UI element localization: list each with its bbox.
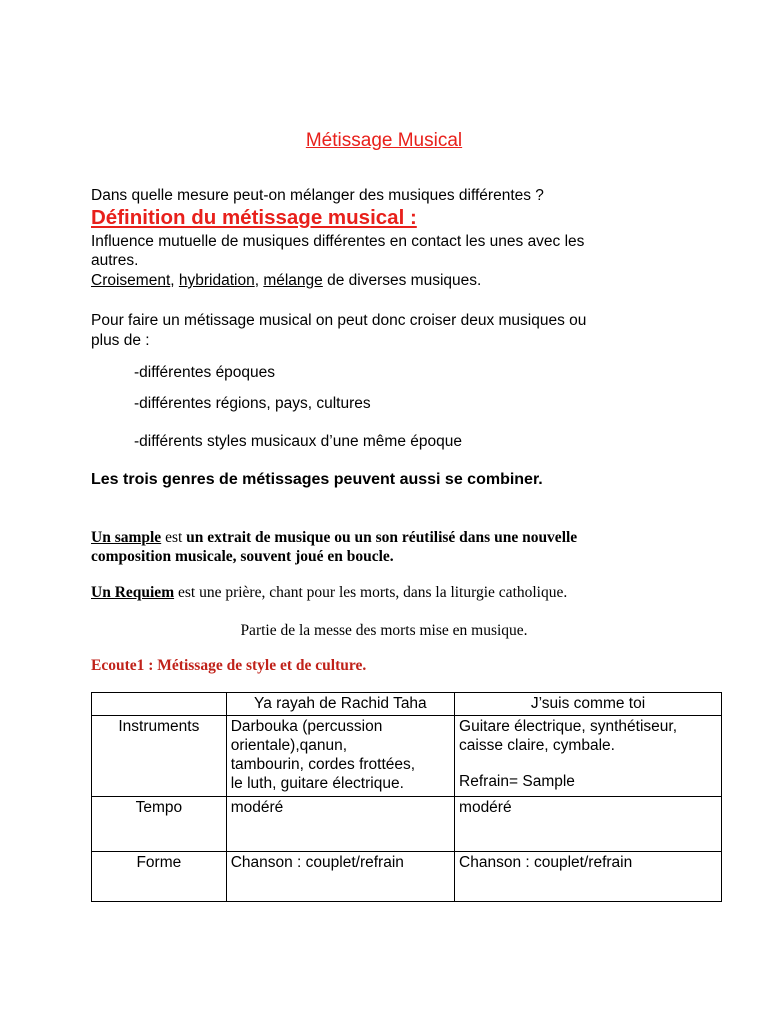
requiem-term: Un Requiem xyxy=(91,584,175,601)
sample-est: est xyxy=(161,529,187,546)
messe-note: Partie de la messe des morts mise en musique. xyxy=(240,622,528,639)
intro-line-1: Pour faire un métissage musical on peut donc croiser deux musiques ou xyxy=(91,312,587,329)
intro-line-2: plus de : xyxy=(91,332,150,349)
requiem-text: est une prière, chant pour les morts, dans la liturgie catholique. xyxy=(174,584,568,601)
table-row xyxy=(92,852,722,902)
cell-tempo-jsuis: modéré xyxy=(455,797,722,852)
table-row xyxy=(92,797,722,852)
combine-statement: Les trois genres de métissages peuvent aussi se combiner. xyxy=(91,471,543,488)
cell-line: tambourin, cordes frottées, xyxy=(230,756,416,773)
header-cell-jsuis-comme-toi: J’suis comme toi xyxy=(455,693,722,716)
table-header-row xyxy=(92,693,722,716)
term-croisement: Croisement xyxy=(91,272,171,289)
row-label-instruments: Instruments xyxy=(92,716,227,797)
cell-instruments-jsuis xyxy=(455,716,722,797)
comparison-table xyxy=(91,692,722,902)
ecoute-heading: Ecoute1 : Métissage de style et de culture. xyxy=(91,657,367,674)
row-label-tempo: Tempo xyxy=(92,797,227,852)
separator: , xyxy=(254,272,264,289)
definition-heading: Définition du métissage musical : xyxy=(91,206,417,229)
cell-line: caisse claire, cymbale. xyxy=(459,737,615,754)
cell-forme-jsuis: Chanson : couplet/refrain xyxy=(455,852,722,902)
cell-tempo-ya-rayah: modéré xyxy=(226,797,454,852)
cell-forme-ya-rayah: Chanson : couplet/refrain xyxy=(226,852,454,902)
separator: , xyxy=(170,272,179,289)
term-melange: mélange xyxy=(263,272,323,289)
sample-definition-line-1 xyxy=(91,529,577,547)
sample-definition-line-2: composition musicale, souvent joué en boucle. xyxy=(91,548,394,565)
cell-line: orientale),qanun, xyxy=(230,737,348,754)
cell-line: Refrain= Sample xyxy=(459,773,575,790)
definition-line-2: autres. xyxy=(91,252,139,269)
definition-line-1: Influence mutuelle de musiques différentes en contact les unes avec les xyxy=(91,233,585,250)
term-hybridation: hybridation xyxy=(178,272,255,289)
definition-terms-line xyxy=(91,272,481,290)
list-item: -différentes régions, pays, cultures xyxy=(134,395,371,412)
cell-line: Darbouka (percussion xyxy=(230,718,383,735)
cell-line: le luth, guitare électrique. xyxy=(230,775,404,792)
list-item: -différents styles musicaux d’une même époque xyxy=(134,433,462,450)
sample-definition: un extrait de musique ou un son réutilisé dans une nouvelle xyxy=(186,529,578,546)
list-item: -différentes époques xyxy=(134,364,276,381)
cell-instruments-ya-rayah xyxy=(226,716,454,797)
terms-tail: de diverses musiques. xyxy=(322,272,482,289)
page-title: Métissage Musical xyxy=(305,130,463,151)
header-cell-ya-rayah: Ya rayah de Rachid Taha xyxy=(226,693,454,716)
header-empty-cell xyxy=(92,693,227,716)
row-label-forme: Forme xyxy=(92,852,227,902)
table-row xyxy=(92,716,722,797)
sample-term: Un sample xyxy=(91,529,162,546)
cell-line: Guitare électrique, synthétiseur, xyxy=(459,718,678,735)
guiding-question: Dans quelle mesure peut-on mélanger des musiques différentes ? xyxy=(91,187,544,204)
requiem-definition xyxy=(91,584,567,602)
